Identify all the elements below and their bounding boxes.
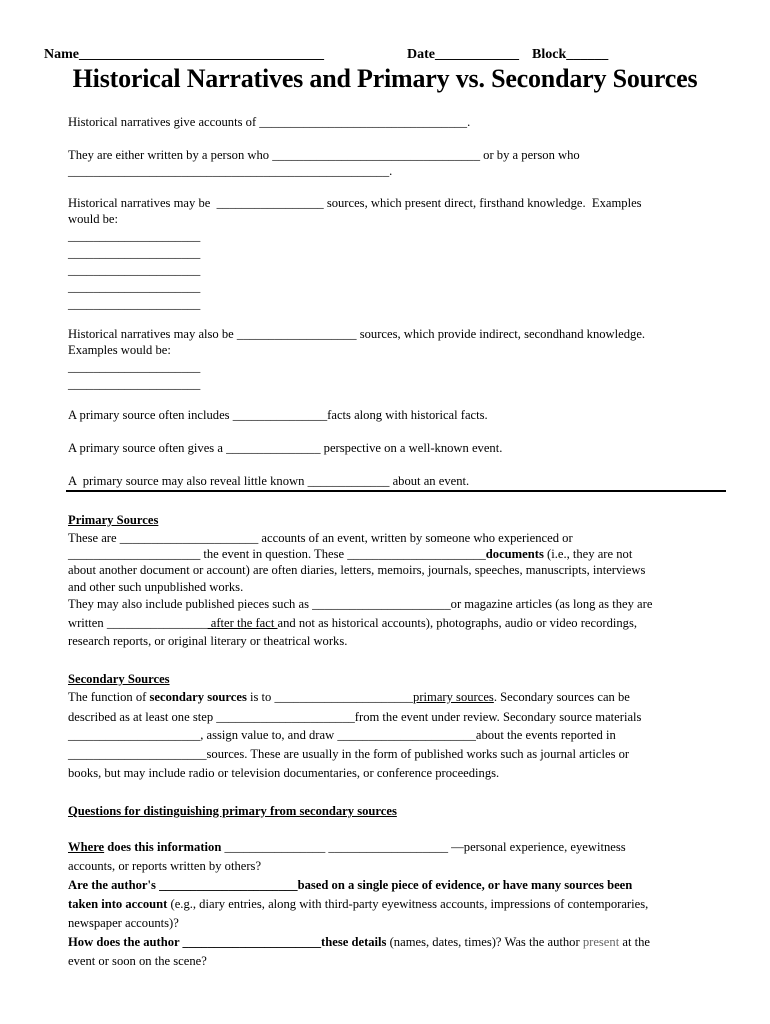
primary-line-4: and other such unpublished works. (68, 580, 244, 594)
primary-line-7: research reports, or original literary or theatrical works. (68, 634, 348, 648)
secondary-line-1-end: . Secondary sources can be (493, 690, 630, 704)
question-line-6-text: (names, dates, times)? Was the author (386, 935, 583, 949)
blank-line: _____________________ (68, 360, 201, 374)
intro-line-1: Historical narratives give accounts of _________________________________. (68, 115, 471, 129)
secondary-line-3: _____________________, assign value to, and draw ______________________about the events reported in (68, 728, 616, 742)
secondary-line-1-mid: is to ______________________ (246, 690, 414, 704)
question-line-3: Are the author's ______________________based on a single piece of evidence, or have many sources been (68, 878, 633, 892)
question-line-1 (68, 839, 626, 855)
section-divider (66, 490, 726, 492)
question-line-1-end: ________________ ___________________ —personal experience, eyewitness (221, 840, 626, 854)
primary-line-6-end: and not as historical accounts), photographs, audio or video recordings, (277, 616, 638, 630)
blank-line: _____________________ (68, 297, 201, 311)
present-word: present (582, 935, 620, 949)
after-the-fact-phrase: after the fact (207, 616, 278, 630)
secondary-line-4: ______________________sources. These are usually in the form of published works such as journal articles or (68, 747, 630, 761)
primary-line-3: about another document or account) are often diaries, letters, memoirs, journals, speeches, manuscripts, interviews (68, 563, 646, 577)
intro-line-5: would be: (68, 212, 119, 226)
blank-line: _____________________ (68, 280, 201, 294)
documents-term: documents (485, 547, 544, 561)
primary-line-2 (68, 546, 632, 562)
primary-sources-phrase: primary sources (413, 690, 494, 704)
primary-line-6 (68, 615, 637, 631)
intro-line-3: ___________________________________________________. (68, 164, 393, 178)
blank-line: _____________________ (68, 246, 201, 260)
question-line-1-bold: does this information (104, 840, 222, 854)
question-line-2: accounts, or reports written by others? (68, 859, 262, 873)
blank-line: _____________________ (68, 263, 201, 277)
questions-heading: Questions for distinguishing primary from secondary sources (68, 804, 397, 818)
intro-line-10: A primary source may also reveal little known _____________ about an event. (68, 474, 470, 488)
secondary-sources-term: secondary sources (149, 690, 247, 704)
secondary-sources-heading: Secondary Sources (68, 672, 170, 686)
question-line-6 (68, 934, 650, 950)
page-title: Historical Narratives and Primary vs. Secondary Sources (72, 64, 698, 93)
question-line-6-end: at the (619, 935, 650, 949)
primary-line-2-text: _____________________ the event in question. These ______________________ (68, 547, 486, 561)
primary-line-1: These are ______________________ accounts of an event, written by someone who experienced or (68, 531, 573, 545)
secondary-line-5: books, but may include radio or television documentaries, or conference proceedings. (68, 766, 500, 780)
primary-sources-heading: Primary Sources (68, 513, 159, 527)
primary-line-6-text: written ________________ (68, 616, 208, 630)
secondary-line-1 (68, 689, 630, 705)
question-line-4 (68, 896, 648, 912)
question-line-4-end: (e.g., diary entries, along with third-party eyewitness accounts, impressions of contemporaries, (167, 897, 649, 911)
name-field-label: Name___________________________________ (44, 47, 324, 62)
intro-line-7: Examples would be: (68, 343, 171, 357)
block-field-label: Block______ (532, 47, 609, 62)
blank-line: _____________________ (68, 377, 201, 391)
blank-line: _____________________ (68, 229, 201, 243)
question-line-6-bold: How does the author ______________________these details (68, 935, 387, 949)
intro-line-2: They are either written by a person who _________________________________ or by a person who (68, 148, 580, 162)
where-term: Where (68, 840, 105, 854)
secondary-line-1-text: The function of (68, 690, 150, 704)
primary-line-2-end: (i.e., they are not (543, 547, 633, 561)
question-line-5: newspaper accounts)? (68, 916, 179, 930)
intro-line-6: Historical narratives may also be ___________________ sources, which provide indirect, secondhand knowledge. (68, 327, 646, 341)
question-line-7: event or soon on the scene? (68, 954, 207, 968)
secondary-line-2: described as at least one step ______________________from the event under review. Secondary source materials (68, 710, 642, 724)
intro-line-9: A primary source often gives a _______________ perspective on a well-known event. (68, 441, 503, 455)
date-field-label: Date____________ (407, 47, 519, 62)
taken-into-account-term: taken into account (68, 897, 168, 911)
intro-line-4: Historical narratives may be _________________ sources, which present direct, firsthand knowledge. Examples (68, 196, 642, 210)
intro-line-8: A primary source often includes _______________facts along with historical facts. (68, 408, 488, 422)
primary-line-5: They may also include published pieces such as ______________________or magazine articles (as long as they are (68, 597, 653, 611)
